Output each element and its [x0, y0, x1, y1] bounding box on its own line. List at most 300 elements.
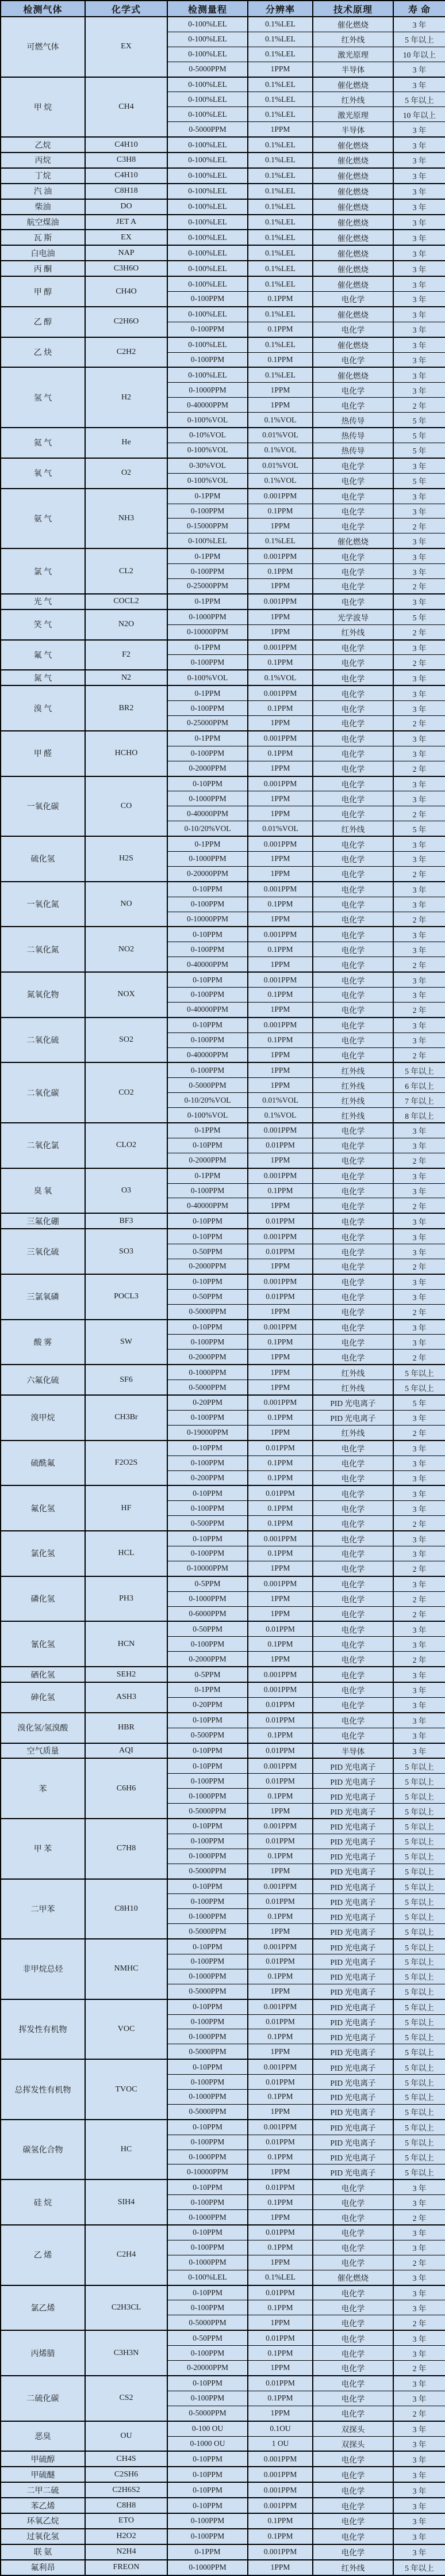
- formula-cell: POCL3: [85, 1274, 167, 1320]
- range-cell: 0-100%VOL: [167, 670, 248, 685]
- principle-cell: PID 光电离子: [313, 1819, 393, 1834]
- formula-cell: TVOC: [85, 2059, 167, 2120]
- resolution-cell: 1PPM: [248, 1864, 313, 1878]
- table-row: [1, 1213, 445, 1229]
- header-row: [1, 1, 445, 17]
- gas-name-cell: 二氧化氮: [1, 927, 85, 972]
- formula-cell: C2SH6: [85, 2467, 167, 2482]
- principle-cell: PID 光电离子: [313, 1999, 393, 2014]
- resolution-cell: 0.1%LEL: [248, 2270, 313, 2285]
- formula-cell: SEH2: [85, 1667, 167, 1682]
- gas-name-cell: 氟 气: [1, 640, 85, 670]
- table-row: [1, 1062, 445, 1077]
- lifespan-cell: 10 年以上: [393, 47, 445, 62]
- range-cell: 0-100%LEL: [167, 261, 248, 276]
- formula-cell: C2H6O: [85, 307, 167, 337]
- range-cell: 0-100%LEL: [167, 77, 248, 92]
- principle-cell: 电化学: [313, 1441, 393, 1455]
- principle-cell: 电化学: [313, 1198, 393, 1213]
- lifespan-cell: 5 年以上: [393, 1758, 445, 1773]
- principle-cell: 催化燃烧: [313, 245, 393, 261]
- formula-cell: SW: [85, 1320, 167, 1365]
- lifespan-cell: 3 年: [393, 17, 445, 32]
- header-lifespan: 寿 命: [393, 1, 445, 17]
- range-cell: 0-100PPM: [167, 2240, 248, 2255]
- range-cell: 0-1000PPM: [167, 2029, 248, 2044]
- range-cell: 0-100PPM: [167, 1410, 248, 1425]
- resolution-cell: 1PPM: [248, 1350, 313, 1365]
- range-cell: 0-1000PPM: [167, 1849, 248, 1864]
- range-cell: 0-100PPM: [167, 2195, 248, 2210]
- range-cell: 0-40000PPM: [167, 1002, 248, 1017]
- lifespan-cell: 3 年: [393, 2513, 445, 2529]
- range-cell: 0-10PPM: [167, 2225, 248, 2240]
- lifespan-cell: 3 年: [393, 276, 445, 291]
- resolution-cell: 0.001PPM: [248, 776, 313, 791]
- lifespan-cell: 3 年: [393, 927, 445, 942]
- resolution-cell: 0.001PPM: [248, 1758, 313, 1773]
- lifespan-cell: 5 年: [393, 413, 445, 428]
- range-cell: 0-1PPM: [167, 836, 248, 851]
- resolution-cell: 0.1%LEL: [248, 534, 313, 548]
- resolution-cell: 0.1%VOL: [248, 670, 313, 685]
- principle-cell: 电化学: [313, 776, 393, 791]
- range-cell: 0-10PPM: [167, 1138, 248, 1153]
- range-cell: 0-5000PPM: [167, 1924, 248, 1939]
- range-cell: 0-1000PPM: [167, 383, 248, 398]
- lifespan-cell: 3 年: [393, 168, 445, 184]
- principle-cell: 催化燃烧: [313, 307, 393, 322]
- lifespan-cell: 3 年: [393, 1697, 445, 1712]
- principle-cell: 电化学: [313, 489, 393, 504]
- range-cell: 0-100PPM: [167, 2346, 248, 2361]
- formula-cell: H2O2: [85, 2529, 167, 2544]
- gas-name-cell: 过氧化氢: [1, 2529, 85, 2544]
- resolution-cell: 0.01PPM: [248, 2135, 313, 2150]
- resolution-cell: 1 OU: [248, 2436, 313, 2451]
- lifespan-cell: 5 年: [393, 473, 445, 488]
- principle-cell: 电化学: [313, 1652, 393, 1667]
- gas-name-cell: 丁烷: [1, 168, 85, 184]
- lifespan-cell: 3 年: [393, 701, 445, 716]
- lifespan-cell: 3 年: [393, 1123, 445, 1138]
- lifespan-cell: 2 年: [393, 1561, 445, 1576]
- resolution-cell: 0.1%LEL: [248, 307, 313, 322]
- gas-name-cell: 氟化氢: [1, 1485, 85, 1531]
- formula-cell: SO2: [85, 1018, 167, 1063]
- gas-name-cell: 砷化氢: [1, 1682, 85, 1713]
- principle-cell: 电化学: [313, 1047, 393, 1062]
- resolution-cell: 1PPM: [248, 2255, 313, 2270]
- principle-cell: PID 光电离子: [313, 1879, 393, 1894]
- range-cell: 0-100%VOL: [167, 443, 248, 458]
- lifespan-cell: 3 年: [393, 122, 445, 137]
- principle-cell: 电化学: [313, 352, 393, 367]
- principle-cell: PID 光电离子: [313, 1954, 393, 1969]
- gas-name-cell: 氧 气: [1, 458, 85, 489]
- lifespan-cell: 3 年: [393, 640, 445, 655]
- lifespan-cell: 3 年: [393, 685, 445, 700]
- lifespan-cell: 5 年以上: [393, 2104, 445, 2119]
- resolution-cell: 0.001PPM: [248, 2451, 313, 2467]
- principle-cell: PID 光电离子: [313, 2075, 393, 2090]
- lifespan-cell: 2 年: [393, 912, 445, 927]
- lifespan-cell: 3 年: [393, 2544, 445, 2560]
- resolution-cell: 0.1PPM: [248, 2346, 313, 2361]
- table-row: [1, 2529, 445, 2544]
- principle-cell: 电化学: [313, 866, 393, 881]
- gas-name-cell: 氰化氢: [1, 1621, 85, 1667]
- resolution-cell: 0.001PPM: [248, 1576, 313, 1591]
- resolution-cell: 1PPM: [248, 1591, 313, 1606]
- gas-name-cell: 氯 气: [1, 548, 85, 594]
- table-row: [1, 489, 445, 504]
- resolution-cell: 0.1PPM: [248, 897, 313, 912]
- range-cell: 0-10PPM: [167, 1879, 248, 1894]
- resolution-cell: 0.01PPM: [248, 1441, 313, 1455]
- resolution-cell: 0.1%LEL: [248, 32, 313, 47]
- resolution-cell: 1PPM: [248, 761, 313, 776]
- range-cell: 0-20PPM: [167, 1395, 248, 1410]
- gas-name-cell: 甲硫醚: [1, 2467, 85, 2482]
- range-cell: 0-10PPM: [167, 1485, 248, 1500]
- range-cell: 0-100%LEL: [167, 534, 248, 548]
- principle-cell: 电化学: [313, 2467, 393, 2482]
- principle-cell: 红外线: [313, 1425, 393, 1440]
- resolution-cell: 0.01PPM: [248, 1774, 313, 1789]
- principle-cell: 红外线: [313, 624, 393, 639]
- range-cell: 0-5000PPM: [167, 1804, 248, 1819]
- principle-cell: 电化学: [313, 1274, 393, 1289]
- resolution-cell: 0.01PPM: [248, 1213, 313, 1229]
- range-cell: 0-1000PPM: [167, 2560, 248, 2575]
- formula-cell: HCL: [85, 1531, 167, 1576]
- gas-name-cell: 可燃气体: [1, 17, 85, 77]
- formula-cell: NOX: [85, 972, 167, 1018]
- lifespan-cell: 3 年: [393, 1455, 445, 1470]
- gas-name-cell: 溴 气: [1, 685, 85, 731]
- lifespan-cell: 3 年: [393, 1682, 445, 1697]
- range-cell: 0-100PPM: [167, 2135, 248, 2150]
- gas-name-cell: 乙 烯: [1, 2225, 85, 2285]
- resolution-cell: 0.001PPM: [248, 1123, 313, 1138]
- lifespan-cell: 3 年: [393, 1637, 445, 1652]
- range-cell: 0-1000PPM: [167, 1909, 248, 1924]
- principle-cell: 电化学: [313, 1591, 393, 1606]
- lifespan-cell: 3 年: [393, 2482, 445, 2498]
- gas-name-cell: 硒化氢: [1, 1667, 85, 1682]
- formula-cell: C3H3N: [85, 2330, 167, 2376]
- table-row: [1, 1819, 445, 1834]
- table-row: [1, 685, 445, 700]
- lifespan-cell: 5 年以上: [393, 2059, 445, 2074]
- formula-cell: O2: [85, 458, 167, 489]
- lifespan-cell: 3 年: [393, 489, 445, 504]
- table-row: [1, 2059, 445, 2074]
- table-row: [1, 2451, 445, 2467]
- range-cell: 0-1000PPM: [167, 2150, 248, 2165]
- table-row: [1, 261, 445, 276]
- principle-cell: 电化学: [313, 1320, 393, 1335]
- lifespan-cell: 3 年: [393, 77, 445, 92]
- principle-cell: 催化燃烧: [313, 168, 393, 184]
- range-cell: 0-1PPM: [167, 640, 248, 655]
- resolution-cell: 0.1%LEL: [248, 199, 313, 215]
- resolution-cell: 0.1%LEL: [248, 261, 313, 276]
- range-cell: 0-5000PPM: [167, 122, 248, 137]
- resolution-cell: 0.001PPM: [248, 489, 313, 504]
- gas-name-cell: 空气质量: [1, 1743, 85, 1759]
- principle-cell: 电化学: [313, 1289, 393, 1304]
- gas-name-cell: 溴甲烷: [1, 1395, 85, 1441]
- range-cell: 0-50PPM: [167, 1621, 248, 1636]
- range-cell: 0-100%LEL: [167, 230, 248, 245]
- resolution-cell: 0.1PPM: [248, 1789, 313, 1804]
- table-row: [1, 1123, 445, 1138]
- range-cell: 0-5000PPM: [167, 2406, 248, 2421]
- lifespan-cell: 2 年: [393, 1606, 445, 1621]
- resolution-cell: 0.001PPM: [248, 927, 313, 942]
- principle-cell: 催化燃烧: [313, 534, 393, 548]
- gas-name-cell: 硫化氢: [1, 836, 85, 882]
- gas-name-cell: 氮氧化物: [1, 972, 85, 1018]
- range-cell: 0-100%LEL: [167, 184, 248, 199]
- formula-cell: F2O2S: [85, 1441, 167, 1486]
- lifespan-cell: 2 年: [393, 1047, 445, 1062]
- gas-name-cell: 二氧化硫: [1, 1018, 85, 1063]
- lifespan-cell: 2 年: [393, 957, 445, 972]
- formula-cell: NO2: [85, 927, 167, 972]
- resolution-cell: 1PPM: [248, 866, 313, 881]
- resolution-cell: 1PPM: [248, 1002, 313, 1017]
- lifespan-cell: 5 年以上: [393, 92, 445, 107]
- resolution-cell: 0.001PPM: [248, 731, 313, 746]
- formula-cell: VOC: [85, 1999, 167, 2060]
- table-row: [1, 2285, 445, 2300]
- lifespan-cell: 3 年: [393, 1213, 445, 1229]
- lifespan-cell: 2 年: [393, 624, 445, 639]
- range-cell: 0-100%LEL: [167, 107, 248, 122]
- range-cell: 0-15000PPM: [167, 519, 248, 534]
- gas-name-cell: 汽 油: [1, 184, 85, 199]
- lifespan-cell: 5 年以上: [393, 1909, 445, 1924]
- lifespan-cell: 3 年: [393, 2270, 445, 2285]
- resolution-cell: 0.001PPM: [248, 685, 313, 700]
- range-cell: 0-1000PPM: [167, 2090, 248, 2105]
- table-row: [1, 2482, 445, 2498]
- resolution-cell: 1PPM: [248, 791, 313, 806]
- formula-cell: HBR: [85, 1713, 167, 1743]
- formula-cell: CH4: [85, 77, 167, 138]
- principle-cell: PID 光电离子: [313, 2104, 393, 2119]
- lifespan-cell: 3 年: [393, 352, 445, 367]
- lifespan-cell: 3 年: [393, 1470, 445, 1485]
- resolution-cell: 0.1PPM: [248, 1969, 313, 1984]
- range-cell: 0-1000PPM: [167, 2255, 248, 2270]
- lifespan-cell: 5 年以上: [393, 1062, 445, 1077]
- range-cell: 0-100PPM: [167, 1335, 248, 1350]
- resolution-cell: 1PPM: [248, 957, 313, 972]
- lifespan-cell: 3 年: [393, 1485, 445, 1500]
- range-cell: 0-10PPM: [167, 2451, 248, 2467]
- principle-cell: 电化学: [313, 1728, 393, 1743]
- principle-cell: 电化学: [313, 2451, 393, 2467]
- principle-cell: 电化学: [313, 715, 393, 730]
- formula-cell: SIH4: [85, 2179, 167, 2225]
- lifespan-cell: 5 年以上: [393, 2165, 445, 2179]
- resolution-cell: 0.001PPM: [248, 2544, 313, 2560]
- formula-cell: BF3: [85, 1213, 167, 1229]
- formula-cell: C7H8: [85, 1819, 167, 1879]
- lifespan-cell: 2 年: [393, 1350, 445, 1365]
- table-row: [1, 1713, 445, 1728]
- range-cell: 0-5000PPM: [167, 62, 248, 77]
- resolution-cell: 0.1%LEL: [248, 47, 313, 62]
- range-cell: 0-10PPM: [167, 1018, 248, 1032]
- lifespan-cell: 5 年以上: [393, 1939, 445, 1954]
- range-cell: 0-100PPM: [167, 1032, 248, 1047]
- formula-cell: F2: [85, 640, 167, 670]
- resolution-cell: 0.1PPM: [248, 2195, 313, 2210]
- range-cell: 0-1PPM: [167, 548, 248, 563]
- table-row: [1, 2421, 445, 2436]
- principle-cell: PID 光电离子: [313, 2120, 393, 2135]
- principle-cell: 催化燃烧: [313, 337, 393, 352]
- range-cell: 0-20PPM: [167, 1697, 248, 1712]
- range-cell: 0-500PPM: [167, 1728, 248, 1743]
- resolution-cell: 0.001PPM: [248, 2467, 313, 2482]
- lifespan-cell: 3 年: [393, 2179, 445, 2194]
- principle-cell: 电化学: [313, 2179, 393, 2194]
- resolution-cell: 0.01PPM: [248, 2179, 313, 2194]
- resolution-cell: 0.1%LEL: [248, 77, 313, 92]
- resolution-cell: 1PPM: [248, 1652, 313, 1667]
- principle-cell: 电化学: [313, 594, 393, 609]
- resolution-cell: 0.1PPM: [248, 1335, 313, 1350]
- table-row: [1, 1274, 445, 1289]
- table-row: [1, 594, 445, 609]
- table-row: [1, 882, 445, 897]
- lifespan-cell: 5 年以上: [393, 2135, 445, 2150]
- table-row: [1, 1999, 445, 2014]
- range-cell: 0-100PPM: [167, 2075, 248, 2090]
- lifespan-cell: 3 年: [393, 1576, 445, 1591]
- table-row: [1, 1743, 445, 1759]
- range-cell: 0-40000PPM: [167, 398, 248, 413]
- resolution-cell: 0.01PPM: [248, 2014, 313, 2029]
- lifespan-cell: 2 年: [393, 2315, 445, 2330]
- resolution-cell: 1PPM: [248, 578, 313, 593]
- principle-cell: 电化学: [313, 972, 393, 987]
- range-cell: 0-20000PPM: [167, 866, 248, 881]
- gas-name-cell: 挥发性有机物: [1, 1999, 85, 2060]
- range-cell: 0-10PPM: [167, 1713, 248, 1728]
- principle-cell: PID 光电离子: [313, 2150, 393, 2165]
- principle-cell: 电化学: [313, 1335, 393, 1350]
- range-cell: 0-10PPM: [167, 1441, 248, 1455]
- resolution-cell: 0.1PPM: [248, 2513, 313, 2529]
- resolution-cell: 0.1PPM: [248, 746, 313, 761]
- range-cell: 0-500PPM: [167, 1516, 248, 1531]
- formula-cell: NMHC: [85, 1939, 167, 1999]
- range-cell: 0-10/20%VOL: [167, 821, 248, 836]
- principle-cell: 电化学: [313, 942, 393, 957]
- range-cell: 0-10PPM: [167, 972, 248, 987]
- lifespan-cell: 3 年: [393, 988, 445, 1003]
- range-cell: 0-2000PPM: [167, 1652, 248, 1667]
- principle-cell: 电化学: [313, 912, 393, 927]
- range-cell: 0-10PPM: [167, 1274, 248, 1289]
- principle-cell: 电化学: [313, 1501, 393, 1516]
- lifespan-cell: 5 年以上: [393, 2150, 445, 2165]
- principle-cell: 电化学: [313, 2513, 393, 2529]
- resolution-cell: 1PPM: [248, 624, 313, 639]
- principle-cell: 电化学: [313, 564, 393, 579]
- resolution-cell: 1PPM: [248, 1198, 313, 1213]
- lifespan-cell: 3 年: [393, 245, 445, 261]
- lifespan-cell: 3 年: [393, 1410, 445, 1425]
- formula-cell: C2H4: [85, 2225, 167, 2285]
- lifespan-cell: 3 年: [393, 1546, 445, 1561]
- resolution-cell: 0.1%VOL: [248, 1108, 313, 1123]
- formula-cell: DO: [85, 199, 167, 215]
- lifespan-cell: 3 年: [393, 2391, 445, 2406]
- principle-cell: 红外线: [313, 1062, 393, 1077]
- range-cell: 0-100PPM: [167, 701, 248, 716]
- lifespan-cell: 3 年: [393, 215, 445, 230]
- range-cell: 0-100PPM: [167, 564, 248, 579]
- principle-cell: 电化学: [313, 1032, 393, 1047]
- range-cell: 0-100PPM: [167, 1774, 248, 1789]
- lifespan-cell: 3 年: [393, 1713, 445, 1728]
- resolution-cell: 0.1PPM: [248, 1410, 313, 1425]
- lifespan-cell: 5 年以上: [393, 1789, 445, 1804]
- range-cell: 0-10PPM: [167, 776, 248, 791]
- range-cell: 0-100%LEL: [167, 137, 248, 153]
- principle-cell: 电化学: [313, 1138, 393, 1153]
- formula-cell: CH4S: [85, 2451, 167, 2467]
- gas-name-cell: 氢 气: [1, 367, 85, 428]
- principle-cell: 电化学: [313, 2315, 393, 2330]
- principle-cell: 电化学: [313, 2255, 393, 2270]
- lifespan-cell: 3 年: [393, 137, 445, 153]
- lifespan-cell: 3 年: [393, 2467, 445, 2482]
- lifespan-cell: 5 年: [393, 609, 445, 624]
- resolution-cell: 0.1%LEL: [248, 337, 313, 352]
- range-cell: 0-100PPM: [167, 322, 248, 337]
- range-cell: 0-30%VOL: [167, 458, 248, 473]
- formula-cell: C2H2: [85, 337, 167, 368]
- table-row: [1, 17, 445, 32]
- principle-cell: PID 光电离子: [313, 1758, 393, 1773]
- lifespan-cell: 10 年以上: [393, 107, 445, 122]
- resolution-cell: 0.01PPM: [248, 1894, 313, 1909]
- gas-name-cell: 氨 气: [1, 489, 85, 549]
- range-cell: 0-100PPM: [167, 1183, 248, 1198]
- resolution-cell: 1PPM: [248, 2104, 313, 2119]
- formula-cell: NAP: [85, 245, 167, 261]
- lifespan-cell: 2 年: [393, 2406, 445, 2421]
- range-cell: 0-10000PPM: [167, 1561, 248, 1576]
- lifespan-cell: 3 年: [393, 882, 445, 897]
- range-cell: 0-5000PPM: [167, 2315, 248, 2330]
- lifespan-cell: 3 年: [393, 2529, 445, 2544]
- resolution-cell: 0.1%LEL: [248, 17, 313, 32]
- resolution-cell: 0.1PPM: [248, 322, 313, 337]
- principle-cell: PID 光电离子: [313, 1924, 393, 1939]
- principle-cell: 电化学: [313, 322, 393, 337]
- table-row: [1, 199, 445, 215]
